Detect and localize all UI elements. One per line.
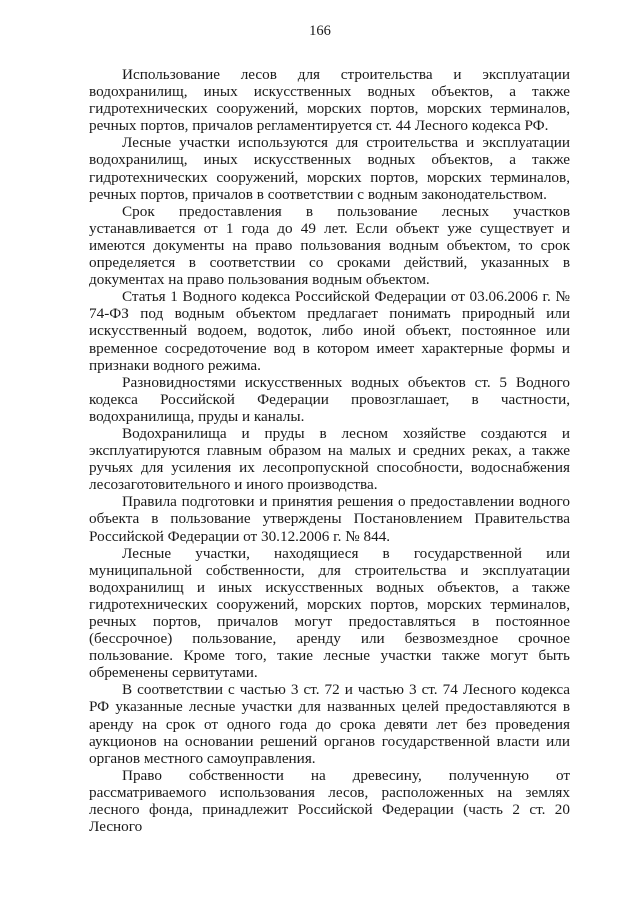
paragraph: Право собственности на древесину, полученную от рассматриваемого использования лесов, расположенных на землях лесного фонда, принадлежит Российской Федерации (часть 2 ст. 20 Лесного [89,766,570,836]
paragraph: Лесные участки, находящиеся в государственной или муниципальной собственности, для строительства и эксплуатации водохранилищ и иных искусственных водных объектов, а также гидротехнических сооружений, морских портов, морских терминалов, речных портов, причалов могут предоставляться в постоянное (бессрочное) пользование, аренду или безвозмездное срочное пользование. Кроме того, такие лесные участки также могут быть обременены сервитутами. [89,544,570,682]
page-number: 166 [309,23,331,39]
paragraph: Лесные участки используются для строительства и эксплуатации водохранилищ, иных искусственных водных объектов, а также гидротехнических сооружений, морских портов, морских терминалов, речных портов, причалов в соответствии с водным законодательством. [89,134,570,203]
paragraph: Статья 1 Водного кодекса Российской Федерации от 03.06.2006 г. № 74-ФЗ под водным объектом предлагает понимать природный или искусственный водоем, водоток, либо иной объект, постоянное или временное сосредоточение вод в котором имеет характерные формы и признаки водного режима. [89,288,570,374]
paragraph: Правила подготовки и принятия решения о предоставлении водного объекта в пользование утверждены Постановлением Правительства Российской Федерации от 30.12.2006 г. № 844. [89,493,570,545]
body-text [89,66,570,835]
paragraph: Водохранилища и пруды в лесном хозяйстве создаются и эксплуатируются главным образом на малых и средних реках, а также ручьях для усиления их лесопропускной способности, водоснабжения лесозаготовительного и иного производства. [89,424,570,494]
paragraph: В соответствии с частью 3 ст. 72 и частью 3 ст. 74 Лесного кодекса РФ указанные лесные участки для названных целей предоставляются в аренду на срок от одного года до срока девяти лет без проведения аукционов на основании решений органов государственной власти или органов местного самоуправления. [89,681,570,767]
paragraph: Разновидностями искусственных водных объектов ст. 5 Водного кодекса Российской Федерации провозглашает, в частности, водохранилища, пруды и каналы. [89,373,570,425]
paragraph: Использование лесов для строительства и эксплуатации водохранилищ, иных искусственных водных объектов, а также гидротехнических сооружений, морских портов, морских терминалов, речных портов, причалов регламентируется ст. 44 Лесного кодекса РФ. [89,66,570,135]
paragraph: Срок предоставления в пользование лесных участков устанавливается от 1 года до 49 лет. Если объект уже существует и имеются документы на право пользования водным объектом, то срок определяется в соответствии со сроками действий, указанных в документах на право пользования водным объектом. [89,202,570,289]
